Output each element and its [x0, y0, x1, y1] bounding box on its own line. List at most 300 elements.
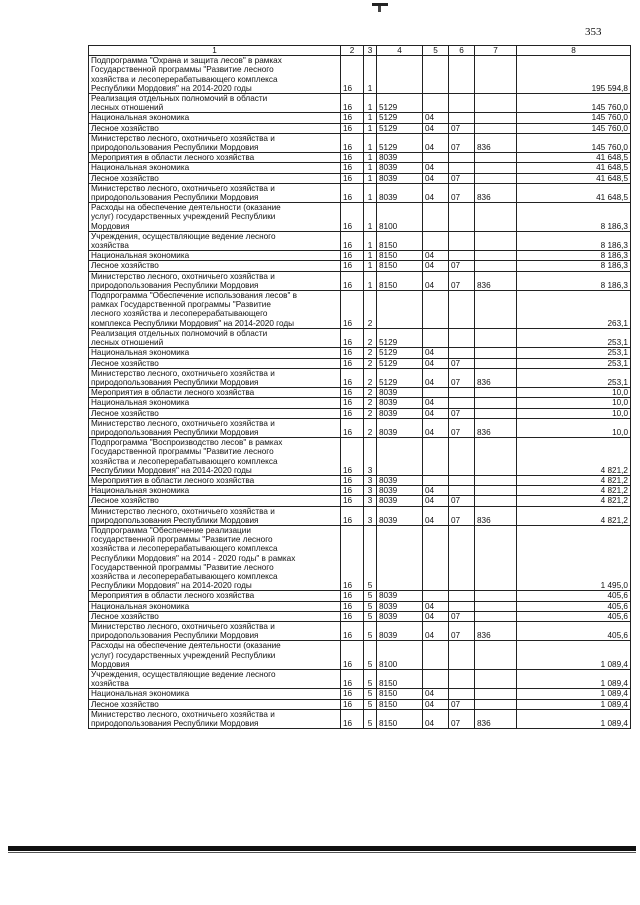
row-cell-4 [377, 438, 423, 476]
table-row [89, 368, 631, 387]
row-cell-3: 5 [364, 525, 377, 590]
row-label: Мероприятия в области лесного хозяйства [89, 388, 341, 398]
row-cell-3: 5 [364, 621, 377, 640]
row-cell-2: 16 [341, 418, 364, 437]
row-cell-2: 16 [341, 291, 364, 329]
row-cell-3: 5 [364, 591, 377, 601]
header-row [89, 46, 631, 56]
row-cell-6 [449, 601, 475, 611]
table-row [89, 348, 631, 358]
row-cell-5: 04 [423, 709, 449, 728]
row-label: Мероприятия в области лесного хозяйства [89, 591, 341, 601]
row-cell-4: 8039 [377, 601, 423, 611]
row-cell-3: 1 [364, 113, 377, 123]
row-cell-6 [449, 203, 475, 232]
row-cell-3: 1 [364, 123, 377, 133]
row-cell-4: 8039 [377, 486, 423, 496]
row-cell-8: 10,0 [517, 388, 631, 398]
row-cell-7 [475, 163, 517, 173]
row-cell-5: 04 [423, 348, 449, 358]
row-cell-3: 1 [364, 261, 377, 271]
row-cell-3: 2 [364, 291, 377, 329]
row-cell-2: 16 [341, 183, 364, 202]
row-cell-8: 253,1 [517, 368, 631, 387]
row-cell-3: 2 [364, 328, 377, 347]
table-row [89, 183, 631, 202]
row-cell-8: 405,6 [517, 601, 631, 611]
row-cell-3: 2 [364, 408, 377, 418]
row-cell-3: 1 [364, 153, 377, 163]
row-cell-2: 16 [341, 591, 364, 601]
row-cell-4: 5129 [377, 123, 423, 133]
row-cell-7 [475, 251, 517, 261]
row-cell-8: 1 089,4 [517, 699, 631, 709]
row-cell-4: 8039 [377, 621, 423, 640]
table-row [89, 438, 631, 476]
scan-mark-stem [378, 6, 381, 12]
row-cell-2: 16 [341, 231, 364, 250]
table-row [89, 291, 631, 329]
row-cell-6: 07 [449, 699, 475, 709]
row-cell-8: 41 648,5 [517, 173, 631, 183]
row-cell-8: 4 821,2 [517, 506, 631, 525]
row-label: Лесное хозяйство [89, 173, 341, 183]
table-row [89, 153, 631, 163]
row-cell-2: 16 [341, 641, 364, 670]
row-cell-6 [449, 113, 475, 123]
row-cell-5 [423, 94, 449, 113]
row-cell-8: 10,0 [517, 398, 631, 408]
row-cell-6: 07 [449, 709, 475, 728]
table-row [89, 601, 631, 611]
row-cell-7 [475, 123, 517, 133]
row-label: Национальная экономика [89, 251, 341, 261]
row-cell-2: 16 [341, 153, 364, 163]
row-cell-6: 07 [449, 496, 475, 506]
row-cell-7 [475, 113, 517, 123]
row-cell-7 [475, 486, 517, 496]
row-cell-4: 8039 [377, 408, 423, 418]
row-cell-3: 1 [364, 94, 377, 113]
row-cell-5: 04 [423, 611, 449, 621]
row-cell-2: 16 [341, 251, 364, 261]
table-row [89, 251, 631, 261]
row-cell-5: 04 [423, 486, 449, 496]
row-cell-5: 04 [423, 699, 449, 709]
row-cell-2: 16 [341, 203, 364, 232]
row-label: Министерство лесного, охотничьего хозяйства и природопользования Республики Мордовия [89, 506, 341, 525]
row-cell-5 [423, 203, 449, 232]
row-cell-4: 8039 [377, 183, 423, 202]
row-cell-2: 16 [341, 670, 364, 689]
row-cell-5: 04 [423, 601, 449, 611]
row-label: Реализация отдельных полномочий в области лесных отношений [89, 94, 341, 113]
row-cell-8: 41 648,5 [517, 153, 631, 163]
row-cell-6: 07 [449, 133, 475, 152]
row-cell-6 [449, 251, 475, 261]
row-cell-2: 16 [341, 56, 364, 94]
row-cell-6: 07 [449, 123, 475, 133]
table-row [89, 133, 631, 152]
row-cell-8: 1 089,4 [517, 641, 631, 670]
row-cell-4: 8039 [377, 591, 423, 601]
row-cell-2: 16 [341, 163, 364, 173]
row-label: Учреждения, осуществляющие ведение лесного хозяйства [89, 670, 341, 689]
row-cell-5: 04 [423, 113, 449, 123]
row-cell-6: 07 [449, 173, 475, 183]
row-cell-2: 16 [341, 398, 364, 408]
row-cell-6 [449, 348, 475, 358]
row-cell-8: 405,6 [517, 611, 631, 621]
row-cell-2: 16 [341, 438, 364, 476]
row-cell-5 [423, 291, 449, 329]
row-label: Национальная экономика [89, 113, 341, 123]
header-cell: 5 [423, 46, 449, 56]
row-cell-4: 8039 [377, 398, 423, 408]
row-cell-4: 8100 [377, 641, 423, 670]
row-cell-4: 5129 [377, 94, 423, 113]
row-label: Лесное хозяйство [89, 408, 341, 418]
table-row [89, 173, 631, 183]
row-label: Национальная экономика [89, 601, 341, 611]
row-label: Национальная экономика [89, 486, 341, 496]
row-label: Национальная экономика [89, 348, 341, 358]
row-cell-4: 5129 [377, 368, 423, 387]
row-cell-2: 16 [341, 113, 364, 123]
row-cell-6 [449, 231, 475, 250]
header-cell: 1 [89, 46, 341, 56]
row-label: Подпрограмма "Обеспечение реализации государственной программы "Развитие лесного хозяйства и лесоперерабатывающего комплекса Республики Мордовия" на 2014 - 2020 годы" в рамках Государственной программы "Развитие лесного хозяйства и лесоперерабатывающего комплекса Республики Мордовия" на 2014-2020 годы [89, 525, 341, 590]
row-cell-4: 8039 [377, 496, 423, 506]
row-cell-8: 41 648,5 [517, 183, 631, 202]
row-cell-8: 4 821,2 [517, 475, 631, 485]
row-cell-6: 07 [449, 418, 475, 437]
row-cell-5: 04 [423, 251, 449, 261]
row-cell-3: 1 [364, 56, 377, 94]
row-cell-8: 8 186,3 [517, 271, 631, 290]
row-cell-7 [475, 173, 517, 183]
row-label: Мероприятия в области лесного хозяйства [89, 153, 341, 163]
row-label: Лесное хозяйство [89, 261, 341, 271]
row-cell-7: 836 [475, 133, 517, 152]
row-cell-4 [377, 525, 423, 590]
row-cell-7 [475, 670, 517, 689]
row-cell-2: 16 [341, 689, 364, 699]
header-cell: 8 [517, 46, 631, 56]
row-cell-6 [449, 398, 475, 408]
row-cell-2: 16 [341, 388, 364, 398]
row-cell-8: 8 186,3 [517, 251, 631, 261]
row-cell-5: 04 [423, 689, 449, 699]
table-row [89, 203, 631, 232]
row-label: Министерство лесного, охотничьего хозяйства и природопользования Республики Мордовия [89, 271, 341, 290]
row-cell-3: 2 [364, 348, 377, 358]
row-label: Министерство лесного, охотничьего хозяйства и природопользования Республики Мордовия [89, 418, 341, 437]
row-cell-3: 2 [364, 398, 377, 408]
row-label: Национальная экономика [89, 163, 341, 173]
row-label: Реализация отдельных полномочий в области лесных отношений [89, 328, 341, 347]
row-cell-2: 16 [341, 328, 364, 347]
row-cell-8: 145 760,0 [517, 133, 631, 152]
row-cell-2: 16 [341, 358, 364, 368]
row-cell-3: 5 [364, 641, 377, 670]
row-cell-4 [377, 291, 423, 329]
row-label: Национальная экономика [89, 689, 341, 699]
row-cell-5: 04 [423, 271, 449, 290]
row-cell-4: 8150 [377, 251, 423, 261]
row-cell-8: 145 760,0 [517, 113, 631, 123]
table-row [89, 641, 631, 670]
row-cell-4: 8150 [377, 231, 423, 250]
row-cell-3: 3 [364, 438, 377, 476]
row-cell-3: 5 [364, 601, 377, 611]
row-cell-2: 16 [341, 348, 364, 358]
table-row [89, 94, 631, 113]
row-cell-4 [377, 56, 423, 94]
row-cell-3: 1 [364, 133, 377, 152]
table-row [89, 506, 631, 525]
row-cell-6 [449, 56, 475, 94]
row-cell-7 [475, 525, 517, 590]
row-cell-3: 1 [364, 183, 377, 202]
row-cell-3: 3 [364, 475, 377, 485]
row-cell-3: 5 [364, 689, 377, 699]
row-cell-8: 253,1 [517, 358, 631, 368]
header-cell: 4 [377, 46, 423, 56]
row-cell-2: 16 [341, 486, 364, 496]
row-cell-6: 07 [449, 271, 475, 290]
row-cell-6 [449, 475, 475, 485]
row-cell-4: 8039 [377, 475, 423, 485]
row-cell-4: 8150 [377, 689, 423, 699]
row-cell-2: 16 [341, 621, 364, 640]
table-row [89, 113, 631, 123]
table-row [89, 418, 631, 437]
row-cell-4: 8150 [377, 670, 423, 689]
row-cell-3: 2 [364, 368, 377, 387]
row-cell-5: 04 [423, 183, 449, 202]
row-cell-7 [475, 348, 517, 358]
scan-bottom-bar [8, 846, 636, 851]
row-cell-5: 04 [423, 173, 449, 183]
row-cell-5 [423, 388, 449, 398]
row-label: Министерство лесного, охотничьего хозяйства и природопользования Республики Мордовия [89, 133, 341, 152]
row-cell-5 [423, 231, 449, 250]
budget-table [88, 45, 631, 729]
row-cell-5: 04 [423, 163, 449, 173]
row-cell-4: 8039 [377, 388, 423, 398]
row-cell-2: 16 [341, 408, 364, 418]
row-cell-8: 41 648,5 [517, 163, 631, 173]
row-cell-5 [423, 56, 449, 94]
row-cell-3: 3 [364, 486, 377, 496]
row-cell-7 [475, 611, 517, 621]
row-cell-6 [449, 486, 475, 496]
table-row [89, 591, 631, 601]
row-cell-7 [475, 496, 517, 506]
row-cell-7 [475, 94, 517, 113]
table-row [89, 56, 631, 94]
row-cell-5 [423, 525, 449, 590]
row-cell-6: 07 [449, 368, 475, 387]
row-label: Национальная экономика [89, 398, 341, 408]
table-row [89, 328, 631, 347]
row-cell-4: 8039 [377, 153, 423, 163]
row-cell-6 [449, 328, 475, 347]
row-cell-4: 5129 [377, 328, 423, 347]
row-cell-5: 04 [423, 418, 449, 437]
row-cell-7: 836 [475, 621, 517, 640]
row-cell-3: 5 [364, 709, 377, 728]
row-label: Учреждения, осуществляющие ведение лесного хозяйства [89, 231, 341, 250]
row-cell-4: 8039 [377, 611, 423, 621]
table-row [89, 486, 631, 496]
row-cell-3: 2 [364, 388, 377, 398]
row-cell-4: 8039 [377, 163, 423, 173]
row-cell-5: 04 [423, 398, 449, 408]
row-cell-2: 16 [341, 709, 364, 728]
row-cell-8: 1 089,4 [517, 689, 631, 699]
row-cell-6: 07 [449, 183, 475, 202]
row-cell-8: 4 821,2 [517, 438, 631, 476]
row-cell-4: 5129 [377, 113, 423, 123]
row-cell-7 [475, 699, 517, 709]
row-cell-3: 1 [364, 231, 377, 250]
row-cell-5 [423, 328, 449, 347]
table-row [89, 231, 631, 250]
row-label: Лесное хозяйство [89, 699, 341, 709]
row-cell-5: 04 [423, 621, 449, 640]
row-cell-8: 253,1 [517, 348, 631, 358]
row-cell-2: 16 [341, 368, 364, 387]
row-cell-7 [475, 291, 517, 329]
row-cell-3: 5 [364, 699, 377, 709]
row-cell-5: 04 [423, 261, 449, 271]
row-cell-4: 5129 [377, 358, 423, 368]
row-cell-8: 4 821,2 [517, 486, 631, 496]
row-cell-8: 10,0 [517, 418, 631, 437]
row-cell-6: 07 [449, 358, 475, 368]
row-cell-4: 8150 [377, 699, 423, 709]
row-cell-6 [449, 153, 475, 163]
row-cell-5 [423, 670, 449, 689]
table-row [89, 709, 631, 728]
row-cell-6 [449, 689, 475, 699]
row-cell-6 [449, 670, 475, 689]
row-cell-8: 8 186,3 [517, 231, 631, 250]
row-cell-2: 16 [341, 475, 364, 485]
row-label: Лесное хозяйство [89, 496, 341, 506]
row-cell-2: 16 [341, 601, 364, 611]
header-cell: 7 [475, 46, 517, 56]
row-cell-7 [475, 475, 517, 485]
table-row [89, 123, 631, 133]
table-row [89, 408, 631, 418]
row-cell-5: 04 [423, 358, 449, 368]
row-cell-6: 07 [449, 611, 475, 621]
row-label: Расходы на обеспечение деятельности (оказание услуг) государственных учреждений Республики Мордовия [89, 641, 341, 670]
row-cell-6 [449, 291, 475, 329]
row-label: Подпрограмма "Охрана и защита лесов" в рамках Государственной программы "Развитие лесного хозяйства и лесоперерабатывающего комплекса Республики Мордовия" на 2014-2020 годы [89, 56, 341, 94]
row-cell-6: 07 [449, 261, 475, 271]
row-cell-5 [423, 641, 449, 670]
row-cell-5: 04 [423, 123, 449, 133]
row-cell-3: 1 [364, 173, 377, 183]
row-cell-5: 04 [423, 408, 449, 418]
row-label: Лесное хозяйство [89, 611, 341, 621]
table-row [89, 611, 631, 621]
table-row [89, 358, 631, 368]
row-label: Расходы на обеспечение деятельности (оказание услуг) государственных учреждений Республики Мордовия [89, 203, 341, 232]
row-cell-7 [475, 388, 517, 398]
row-cell-7: 836 [475, 271, 517, 290]
row-cell-8: 10,0 [517, 408, 631, 418]
row-cell-2: 16 [341, 699, 364, 709]
row-label: Министерство лесного, охотничьего хозяйства и природопользования Республики Мордовия [89, 709, 341, 728]
row-cell-5: 04 [423, 506, 449, 525]
row-cell-5: 04 [423, 368, 449, 387]
row-cell-7 [475, 398, 517, 408]
row-cell-3: 2 [364, 358, 377, 368]
header-cell: 6 [449, 46, 475, 56]
row-cell-7 [475, 203, 517, 232]
row-label: Министерство лесного, охотничьего хозяйства и природопользования Республики Мордовия [89, 183, 341, 202]
row-cell-4: 5129 [377, 133, 423, 152]
row-cell-6 [449, 438, 475, 476]
row-cell-4: 8150 [377, 261, 423, 271]
row-cell-7 [475, 358, 517, 368]
row-cell-2: 16 [341, 261, 364, 271]
row-cell-8: 4 821,2 [517, 496, 631, 506]
row-cell-4: 8150 [377, 709, 423, 728]
table-row [89, 398, 631, 408]
row-cell-2: 16 [341, 271, 364, 290]
row-cell-8: 8 186,3 [517, 203, 631, 232]
row-label: Подпрограмма "Обеспечение использования лесов" в рамках Государственной программы "Развитие лесного хозяйства и лесоперерабатывающего комплекса Республики Мордовия" на 2014-2020 годы [89, 291, 341, 329]
row-cell-3: 3 [364, 506, 377, 525]
row-cell-3: 1 [364, 203, 377, 232]
row-cell-7: 836 [475, 418, 517, 437]
table-row [89, 699, 631, 709]
row-cell-5 [423, 475, 449, 485]
table-row [89, 525, 631, 590]
row-cell-3: 1 [364, 271, 377, 290]
row-cell-8: 405,6 [517, 591, 631, 601]
row-cell-7 [475, 261, 517, 271]
row-cell-2: 16 [341, 133, 364, 152]
row-cell-4: 8150 [377, 271, 423, 290]
row-cell-7 [475, 408, 517, 418]
table-row [89, 261, 631, 271]
row-cell-8: 145 760,0 [517, 94, 631, 113]
row-cell-7 [475, 438, 517, 476]
header-cell: 3 [364, 46, 377, 56]
row-cell-7: 836 [475, 183, 517, 202]
row-cell-4: 8039 [377, 173, 423, 183]
row-cell-7 [475, 153, 517, 163]
row-cell-8: 405,6 [517, 621, 631, 640]
row-cell-2: 16 [341, 611, 364, 621]
row-cell-3: 1 [364, 163, 377, 173]
row-cell-5: 04 [423, 496, 449, 506]
table-row [89, 271, 631, 290]
scan-bottom-line [8, 852, 636, 853]
row-cell-4: 8039 [377, 506, 423, 525]
row-cell-6 [449, 641, 475, 670]
table-row [89, 496, 631, 506]
row-cell-8: 253,1 [517, 328, 631, 347]
row-cell-8: 263,1 [517, 291, 631, 329]
